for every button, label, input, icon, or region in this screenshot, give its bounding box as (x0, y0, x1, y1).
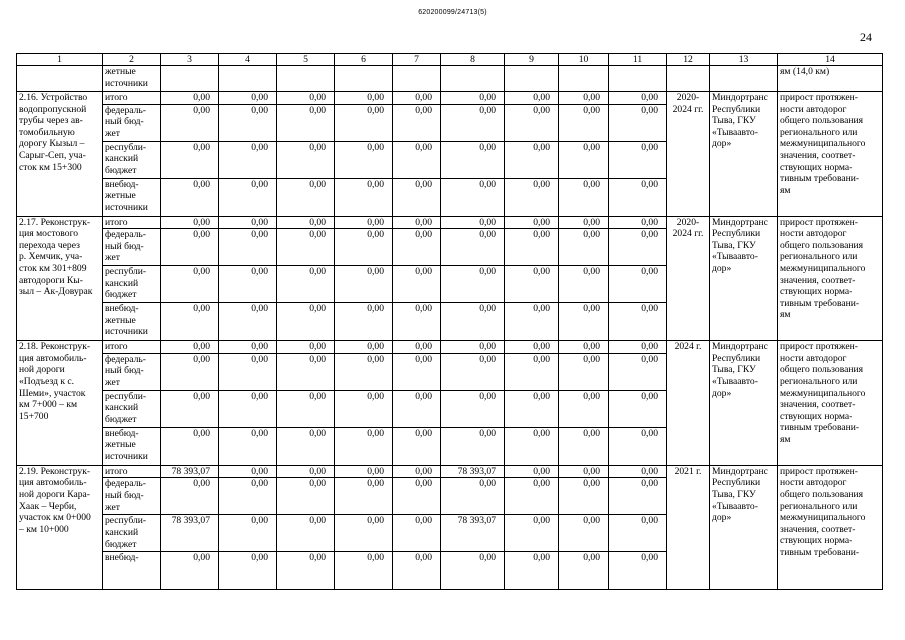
amount-cell: 0,00 (335, 141, 393, 178)
amount-cell: 78 393,07 (441, 515, 505, 552)
measure-name-cell: 2.16. Устройство водопропускной трубы через ав- томобильную дорогу Кызыл – Сарыг-Сеп, уча- сток км 15+300 (17, 92, 103, 217)
amount-cell: 0,00 (559, 178, 609, 216)
funding-source-cell: внебюд- жетные источники (103, 303, 161, 341)
amount-cell: 0,00 (609, 141, 667, 178)
column-number: 5 (277, 54, 335, 66)
program-table (16, 53, 883, 590)
funding-source-cell: внебюд- жетные источники (103, 427, 161, 465)
expected-result-cell: прирост протяжен- ности автодорог общего пользования регионального или межмуниципального значения, соответ- ствующих норма- тивным требовани- ям (778, 92, 883, 217)
amount-cell: 0,00 (609, 92, 667, 105)
table-cell (17, 66, 103, 92)
amount-cell: 0,00 (559, 104, 609, 141)
column-number: 14 (778, 54, 883, 66)
column-number: 8 (441, 54, 505, 66)
amount-cell: 0,00 (393, 229, 441, 266)
amount-cell: 0,00 (161, 390, 219, 427)
column-number: 10 (559, 54, 609, 66)
amount-cell: 0,00 (505, 104, 559, 141)
period-cell: 2020- 2024 гг. (667, 92, 710, 217)
funding-source-cell: республи- канский бюджет (103, 266, 161, 303)
amount-cell: 0,00 (277, 229, 335, 266)
document-code: 620200099/24713(5) (418, 9, 487, 16)
amount-cell: 0,00 (335, 478, 393, 515)
column-number: 1 (17, 54, 103, 66)
executor-cell: Миндортранс Республики Тыва, ГКУ «Тываавто- дор» (710, 465, 778, 590)
amount-cell: 0,00 (277, 465, 335, 478)
amount-cell: 0,00 (505, 341, 559, 354)
amount-cell: 0,00 (161, 303, 219, 341)
amount-cell: 0,00 (161, 552, 219, 590)
table-row (17, 92, 883, 105)
amount-cell: 0,00 (559, 216, 609, 229)
page-number: 24 (860, 30, 872, 44)
amount-cell: 0,00 (161, 427, 219, 465)
amount-cell: 0,00 (505, 303, 559, 341)
amount-cell: 0,00 (505, 141, 559, 178)
amount-cell: 0,00 (219, 478, 277, 515)
table-cell (609, 66, 667, 92)
amount-cell: 0,00 (335, 353, 393, 390)
amount-cell: 0,00 (441, 427, 505, 465)
table-cell (277, 66, 335, 92)
amount-cell: 0,00 (335, 178, 393, 216)
amount-cell: 0,00 (441, 552, 505, 590)
amount-cell: 0,00 (219, 552, 277, 590)
carryover-row (17, 66, 883, 92)
table-cell (559, 66, 609, 92)
amount-cell: 0,00 (505, 216, 559, 229)
amount-cell: 78 393,07 (161, 515, 219, 552)
amount-cell: 0,00 (335, 216, 393, 229)
amount-cell: 0,00 (161, 229, 219, 266)
amount-cell: 0,00 (219, 390, 277, 427)
amount-cell: 0,00 (609, 552, 667, 590)
amount-cell: 0,00 (441, 341, 505, 354)
expected-result-cell: прирост протяжен- ности автодорог общего пользования регионального или межмуниципального значения, соответ- ствующих норма- тивным требовани- (778, 465, 883, 590)
column-number: 13 (710, 54, 778, 66)
table-cell (667, 66, 710, 92)
amount-cell: 0,00 (161, 216, 219, 229)
amount-cell: 0,00 (277, 266, 335, 303)
amount-cell: 0,00 (219, 216, 277, 229)
amount-cell: 0,00 (609, 266, 667, 303)
amount-cell: 0,00 (505, 390, 559, 427)
executor-cell: Миндортранс Республики Тыва, ГКУ «Тываавто- дор» (710, 92, 778, 217)
funding-source-cell: федераль- ный бюд- жет (103, 353, 161, 390)
amount-cell: 0,00 (393, 104, 441, 141)
table-row (17, 341, 883, 354)
amount-cell: 0,00 (161, 104, 219, 141)
amount-cell: 0,00 (441, 303, 505, 341)
amount-cell: 0,00 (559, 229, 609, 266)
amount-cell: 0,00 (335, 266, 393, 303)
amount-cell: 78 393,07 (441, 465, 505, 478)
amount-cell: 0,00 (559, 266, 609, 303)
period-cell: 2021 г. (667, 465, 710, 590)
amount-cell: 0,00 (335, 427, 393, 465)
amount-cell: 0,00 (277, 178, 335, 216)
amount-cell: 0,00 (277, 92, 335, 105)
amount-cell: 0,00 (441, 478, 505, 515)
expected-result-cell: ям (14,0 км) (778, 66, 883, 92)
amount-cell: 0,00 (609, 515, 667, 552)
amount-cell: 0,00 (559, 303, 609, 341)
amount-cell: 0,00 (335, 229, 393, 266)
amount-cell: 0,00 (559, 465, 609, 478)
amount-cell: 0,00 (219, 341, 277, 354)
expected-result-cell: прирост протяжен- ности автодорог общего пользования регионального или межмуниципального значения, соответ- ствующих норма- тивным требовани- ям (778, 341, 883, 466)
amount-cell: 0,00 (277, 478, 335, 515)
amount-cell: 0,00 (505, 178, 559, 216)
amount-cell: 0,00 (161, 341, 219, 354)
amount-cell: 0,00 (505, 92, 559, 105)
funding-source-cell: республи- канский бюджет (103, 390, 161, 427)
amount-cell: 0,00 (609, 341, 667, 354)
amount-cell: 0,00 (219, 141, 277, 178)
amount-cell: 0,00 (277, 353, 335, 390)
amount-cell: 0,00 (559, 141, 609, 178)
executor-cell: Миндортранс Республики Тыва, ГКУ «Тываавто- дор» (710, 341, 778, 466)
amount-cell: 0,00 (393, 216, 441, 229)
amount-cell: 0,00 (277, 341, 335, 354)
table-cell (335, 66, 393, 92)
funding-source-cell: жетные источники (103, 66, 161, 92)
measure-name-cell: 2.17. Реконструк- ция мостового перехода через р. Хемчик, уча- сток км 301+809 автодороги Кы- зыл – Ак-Довурак (17, 216, 103, 341)
amount-cell: 0,00 (335, 341, 393, 354)
amount-cell: 0,00 (441, 141, 505, 178)
amount-cell: 0,00 (393, 341, 441, 354)
amount-cell: 0,00 (161, 178, 219, 216)
amount-cell: 0,00 (219, 92, 277, 105)
expected-result-cell: прирост протяжен- ности автодорог общего пользования регионального или межмуниципального значения, соответ- ствующих норма- тивным требовани- ям (778, 216, 883, 341)
column-number: 11 (609, 54, 667, 66)
column-number: 12 (667, 54, 710, 66)
amount-cell: 0,00 (609, 229, 667, 266)
column-number: 2 (103, 54, 161, 66)
amount-cell: 0,00 (277, 141, 335, 178)
funding-source-cell: внебюд- (103, 552, 161, 590)
amount-cell: 0,00 (441, 353, 505, 390)
amount-cell: 0,00 (609, 353, 667, 390)
amount-cell: 0,00 (609, 390, 667, 427)
amount-cell: 0,00 (505, 465, 559, 478)
table-row (17, 216, 883, 229)
table-cell (710, 66, 778, 92)
amount-cell: 0,00 (505, 229, 559, 266)
amount-cell: 0,00 (609, 303, 667, 341)
amount-cell: 0,00 (505, 478, 559, 515)
funding-source-cell: республи- канский бюджет (103, 141, 161, 178)
amount-cell: 0,00 (393, 353, 441, 390)
amount-cell: 0,00 (393, 178, 441, 216)
amount-cell: 0,00 (441, 390, 505, 427)
amount-cell: 0,00 (393, 515, 441, 552)
amount-cell: 0,00 (219, 427, 277, 465)
amount-cell: 0,00 (219, 465, 277, 478)
amount-cell: 0,00 (219, 515, 277, 552)
funding-source-cell: федераль- ный бюд- жет (103, 229, 161, 266)
amount-cell: 0,00 (505, 353, 559, 390)
amount-cell: 0,00 (219, 266, 277, 303)
measure-name-cell: 2.18. Реконструк- ция автомобиль- ной дороги «Подъезд к с. Шеми», участок км 7+000 – км 15+700 (17, 341, 103, 466)
table-cell (505, 66, 559, 92)
amount-cell: 0,00 (161, 266, 219, 303)
column-number: 9 (505, 54, 559, 66)
funding-source-cell: итого (103, 216, 161, 229)
amount-cell: 78 393,07 (161, 465, 219, 478)
amount-cell: 0,00 (393, 141, 441, 178)
column-number: 4 (219, 54, 277, 66)
amount-cell: 0,00 (335, 104, 393, 141)
amount-cell: 0,00 (161, 478, 219, 515)
funding-source-cell: федераль- ный бюд- жет (103, 478, 161, 515)
executor-cell: Миндортранс Республики Тыва, ГКУ «Тываавто- дор» (710, 216, 778, 341)
amount-cell: 0,00 (393, 478, 441, 515)
column-number: 6 (335, 54, 393, 66)
funding-source-cell: внебюд- жетные источники (103, 178, 161, 216)
amount-cell: 0,00 (609, 104, 667, 141)
period-cell: 2024 г. (667, 341, 710, 466)
amount-cell: 0,00 (441, 104, 505, 141)
funding-source-cell: федераль- ный бюд- жет (103, 104, 161, 141)
table-row (17, 465, 883, 478)
funding-source-cell: итого (103, 92, 161, 105)
amount-cell: 0,00 (219, 303, 277, 341)
amount-cell: 0,00 (335, 303, 393, 341)
amount-cell: 0,00 (277, 104, 335, 141)
amount-cell: 0,00 (277, 303, 335, 341)
column-number: 3 (161, 54, 219, 66)
amount-cell: 0,00 (441, 92, 505, 105)
amount-cell: 0,00 (505, 266, 559, 303)
measure-name-cell: 2.19. Реконструк- ция автомобиль- ной дороги Кара- Хаак – Черби, участок км 0+000 – км 10+000 (17, 465, 103, 590)
amount-cell: 0,00 (393, 427, 441, 465)
amount-cell: 0,00 (335, 465, 393, 478)
amount-cell: 0,00 (441, 178, 505, 216)
amount-cell: 0,00 (559, 353, 609, 390)
amount-cell: 0,00 (559, 92, 609, 105)
amount-cell: 0,00 (335, 390, 393, 427)
amount-cell: 0,00 (609, 427, 667, 465)
amount-cell: 0,00 (277, 216, 335, 229)
amount-cell: 0,00 (393, 266, 441, 303)
amount-cell: 0,00 (335, 552, 393, 590)
amount-cell: 0,00 (277, 515, 335, 552)
amount-cell: 0,00 (609, 216, 667, 229)
amount-cell: 0,00 (559, 552, 609, 590)
amount-cell: 0,00 (559, 427, 609, 465)
funding-source-cell: итого (103, 465, 161, 478)
amount-cell: 0,00 (441, 216, 505, 229)
funding-source-cell: республи- канский бюджет (103, 515, 161, 552)
amount-cell: 0,00 (161, 92, 219, 105)
table-cell (219, 66, 277, 92)
amount-cell: 0,00 (277, 427, 335, 465)
amount-cell: 0,00 (559, 341, 609, 354)
funding-source-cell: итого (103, 341, 161, 354)
amount-cell: 0,00 (219, 353, 277, 390)
amount-cell: 0,00 (559, 478, 609, 515)
amount-cell: 0,00 (161, 353, 219, 390)
table-cell (161, 66, 219, 92)
amount-cell: 0,00 (393, 552, 441, 590)
amount-cell: 0,00 (219, 229, 277, 266)
amount-cell: 0,00 (441, 229, 505, 266)
amount-cell: 0,00 (609, 178, 667, 216)
amount-cell: 0,00 (505, 515, 559, 552)
amount-cell: 0,00 (505, 552, 559, 590)
amount-cell: 0,00 (161, 141, 219, 178)
amount-cell: 0,00 (393, 303, 441, 341)
amount-cell: 0,00 (609, 465, 667, 478)
column-number: 7 (393, 54, 441, 66)
amount-cell: 0,00 (441, 266, 505, 303)
table-cell (441, 66, 505, 92)
amount-cell: 0,00 (559, 515, 609, 552)
column-number-row (17, 54, 883, 66)
amount-cell: 0,00 (277, 552, 335, 590)
amount-cell: 0,00 (335, 92, 393, 105)
amount-cell: 0,00 (609, 478, 667, 515)
amount-cell: 0,00 (393, 390, 441, 427)
amount-cell: 0,00 (393, 92, 441, 105)
amount-cell: 0,00 (559, 390, 609, 427)
amount-cell: 0,00 (335, 515, 393, 552)
amount-cell: 0,00 (393, 465, 441, 478)
table-cell (393, 66, 441, 92)
amount-cell: 0,00 (219, 104, 277, 141)
amount-cell: 0,00 (277, 390, 335, 427)
period-cell: 2020- 2024 гг. (667, 216, 710, 341)
amount-cell: 0,00 (219, 178, 277, 216)
amount-cell: 0,00 (505, 427, 559, 465)
